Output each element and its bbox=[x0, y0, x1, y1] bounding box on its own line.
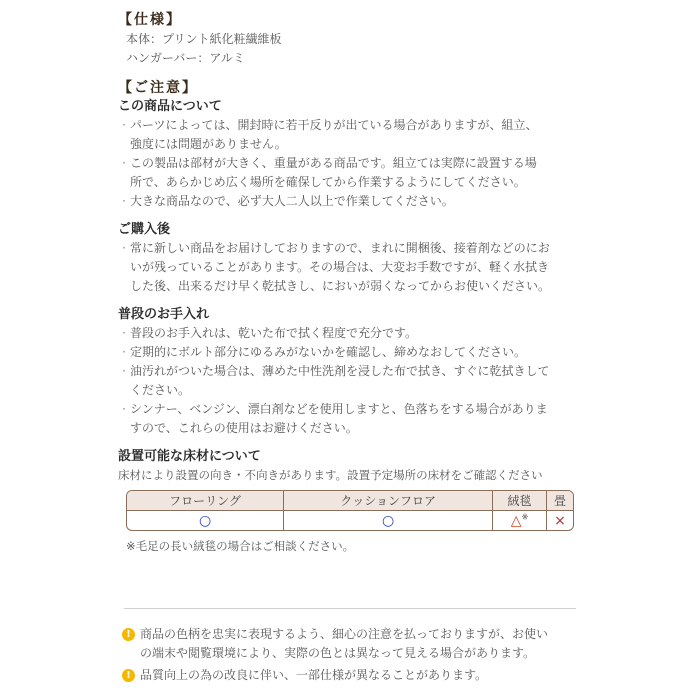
exclamation-icon: ! bbox=[122, 628, 135, 641]
list-item: · この製品は部材が大きく、重量がある商品です。組立ては実際に設置する場 所で、あらかじめ広く場所を確保してから作業するようにしてください。 bbox=[122, 156, 537, 189]
list-item: · 常に新しい商品をお届けしておりますので、まれに開梱後、接着剤などのにお いが残っていることがあります。その場合は、大変お手数ですが、軽く水拭き した後、出来るだけ早く乾拭きし、においが弱くなってからお使いください。 bbox=[122, 241, 551, 293]
triangle-mark: △※ bbox=[493, 511, 547, 530]
product-info bbox=[118, 10, 584, 555]
section-title: 普段のお手入れ bbox=[118, 307, 210, 322]
list-item: · シンナー、ベンジン、漂白剤などを使用しますと、色落ちをする場合がありま すので、これらの使用はお避けください。 bbox=[122, 402, 548, 435]
list-item: · パーツによっては、開封時に若干反りが出ている場合がありますが、組立、 強度には問題がありません。 bbox=[122, 118, 538, 151]
floor-title: 設置可能な床材について bbox=[118, 449, 261, 464]
notice-row: ! 商品の色柄を忠実に表現するよう、細心の注意を払っておりますが、お使い の端末や閲覧環境により、実際の色とは異なって見える場合があります。 bbox=[122, 625, 582, 663]
spec-line: ハンガーバー：アルミ bbox=[126, 51, 245, 65]
floor-table bbox=[126, 490, 574, 531]
circle-mark: ○ bbox=[127, 511, 284, 530]
floor-subtitle: 床材により設置の向き・不向きがあります。設置予定場所の床材をご確認ください bbox=[118, 468, 543, 482]
spec-line: 本体：プリント紙化粧繊維板 bbox=[126, 32, 282, 46]
section-title: この商品について bbox=[118, 99, 222, 114]
floor-header: フローリング bbox=[127, 491, 284, 511]
notice-row: ! 品質向上の為の改良に伴い、一部仕様が異なることがあります。 bbox=[122, 666, 582, 685]
divider bbox=[124, 608, 576, 609]
spec-heading: 【仕様】 bbox=[118, 12, 182, 28]
section-title: ご購入後 bbox=[118, 222, 171, 237]
list-item: · 油汚れがついた場合は、薄めた中性洗剤を浸した布で拭き、すぐに乾拭きして ください。 bbox=[122, 364, 550, 397]
floor-header: クッションフロア bbox=[284, 491, 493, 511]
caution-heading: 【ご注意】 bbox=[118, 80, 198, 96]
list-item: · 大きな商品なので、必ず大人二人以上で作業してください。 bbox=[122, 194, 454, 208]
list-item: · 普段のお手入れは、乾いた布で拭く程度で充分です。 bbox=[122, 326, 418, 340]
floor-header: 絨毯 bbox=[493, 491, 547, 511]
floor-footnote: ※毛足の長い絨毯の場合はご相談ください。 bbox=[126, 539, 355, 553]
cross-mark: × bbox=[554, 512, 566, 529]
circle-mark: ○ bbox=[284, 511, 493, 530]
floor-header: 畳 bbox=[547, 491, 573, 511]
list-item: · 定期的にボルト部分にゆるみがないかを確認し、締めなおしてください。 bbox=[122, 345, 527, 359]
exclamation-icon: ! bbox=[122, 669, 135, 682]
